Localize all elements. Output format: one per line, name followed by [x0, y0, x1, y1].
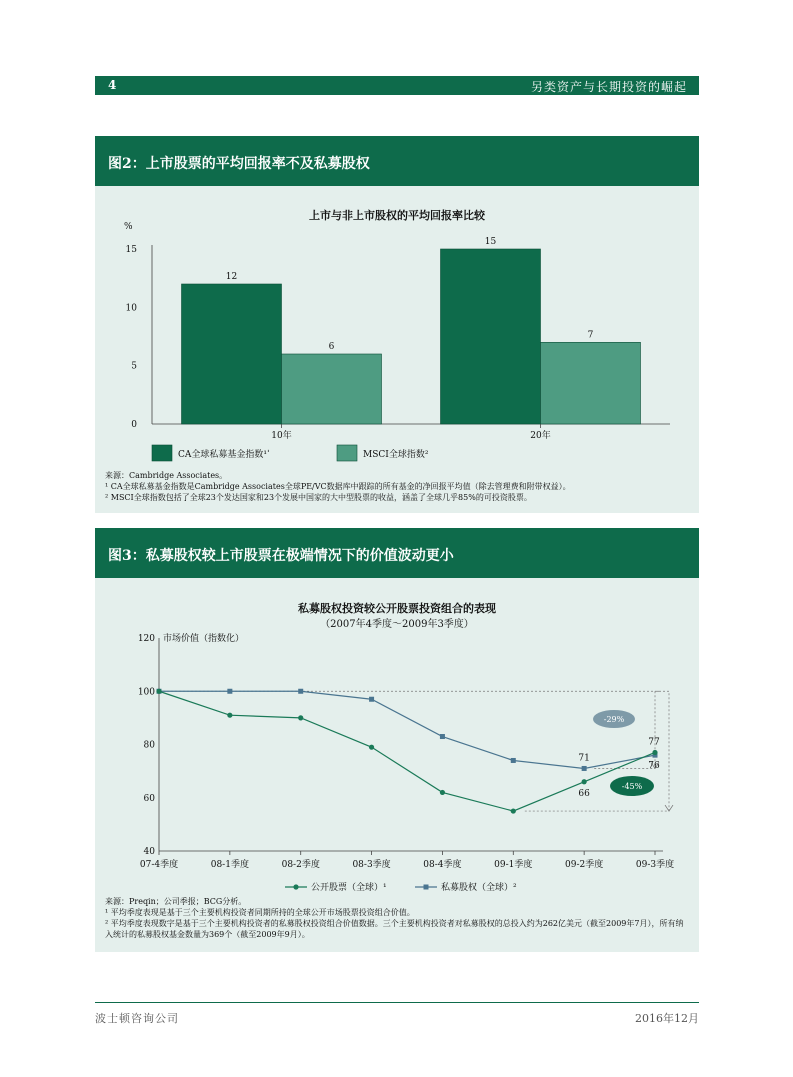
- series-point: [298, 689, 303, 694]
- bar-legend-label: CA全球私募基金指数¹ˈ: [178, 450, 270, 460]
- line-chart-subtitle: （2007年4季度～2009年3季度）: [320, 619, 474, 630]
- footer-divider: [95, 1002, 699, 1003]
- bar-y-axis-unit: %: [124, 222, 133, 232]
- bar-legend-label: MSCI全球指数²: [363, 450, 429, 460]
- point-label: 77: [648, 737, 660, 748]
- bar-chart: [95, 186, 699, 471]
- public-drawdown-guide: [159, 691, 669, 811]
- figure3-note: 来源：Preqin；公司季报；BCG分析。: [105, 897, 247, 906]
- figure2-note: ² MSCI全球指数包括了全球23个发达国家和23个发展中国家的大中型股票的收益，涵盖了全球几乎85%的可投资股票。: [105, 493, 532, 502]
- line-x-tick-label: 09-3季度: [635, 860, 675, 870]
- point-label: 71: [578, 753, 590, 764]
- line-x-tick-label: 08-4季度: [423, 860, 462, 870]
- line-x-tick-label: 08-3季度: [352, 860, 391, 870]
- series-point: [298, 715, 303, 720]
- figure2-heading: 图2：上市股票的平均回报率不及私募股权: [108, 156, 370, 172]
- line-y-tick-label: 60: [143, 793, 155, 804]
- figure2-notes: [105, 470, 690, 503]
- bar-legend-swatch: [337, 445, 357, 461]
- drawdown-badge-label: -29%: [603, 715, 625, 724]
- line-x-tick-label: 08-2季度: [281, 860, 320, 870]
- line-legend-marker: [424, 885, 429, 890]
- line-chart-title: 私募股权投资较公开股票投资组合的表现: [298, 602, 496, 615]
- running-header: [95, 76, 699, 95]
- line-y-tick-label: 120: [137, 634, 155, 644]
- bar-category-label: 10年: [271, 431, 292, 441]
- line-y-axis-label: 市场价值（指数化）: [163, 634, 245, 644]
- bar-data-label: 12: [225, 272, 238, 282]
- bar-y-tick-label: 15: [125, 245, 137, 255]
- bar-y-tick-label: 0: [131, 420, 137, 430]
- figure3-notes: [105, 896, 690, 940]
- series-point: [440, 734, 445, 739]
- running-title: 另类资产与长期投资的崛起: [530, 80, 687, 94]
- line-legend-label: 公开股票（全球）¹: [311, 883, 387, 893]
- figure3-heading-bar: [95, 528, 699, 578]
- figure3-note: ² 平均季度表现数字是基于三个主要机构投资者的私募股权投资组合价值数据。三个主要机构投资者对私募股权的总投入约为262亿美元（截至2009年7月），所有纳入统计的私募股权基金数量为369个（截至2009年9月）。: [105, 919, 684, 939]
- bar-y-tick-label: 10: [125, 303, 137, 314]
- series-point: [652, 750, 657, 755]
- series-point: [369, 697, 374, 702]
- point-label: 66: [578, 788, 590, 799]
- series-point: [582, 779, 587, 784]
- series-point: [511, 758, 516, 763]
- bar-chart-title: 上市与非上市股权的平均回报率比较: [309, 209, 485, 222]
- figure2-panel: [95, 186, 699, 513]
- bar-data-label: 7: [587, 330, 594, 341]
- footer-date: 2016年12月: [635, 1012, 699, 1025]
- line-y-tick-label: 100: [137, 687, 155, 698]
- line-x-tick-label: 07-4季度: [139, 860, 179, 870]
- figure3-note: ¹ 平均季度表现是基于三个主要机构投资者同期所持的全球公开市场股票投资组合价值。: [105, 908, 415, 917]
- series-point: [511, 808, 516, 813]
- bar: [182, 284, 282, 424]
- bar: [282, 354, 382, 424]
- bar-data-label: 15: [484, 237, 497, 247]
- series-point: [156, 689, 161, 694]
- bar-legend-swatch: [152, 445, 172, 461]
- bar-data-label: 6: [328, 342, 335, 352]
- line-y-tick-label: 80: [143, 740, 155, 751]
- drawdown-badge-label: -45%: [621, 782, 643, 791]
- line-x-tick-label: 09-1季度: [494, 860, 533, 870]
- page-number: 4: [108, 78, 117, 92]
- series-point: [440, 790, 445, 795]
- figure2-heading-bar: [95, 136, 699, 186]
- line-legend-marker: [293, 884, 298, 889]
- series-point: [369, 745, 374, 750]
- figure2-note: ¹ CA全球私募基金指数是Cambridge Associates全球PE/VC数据库中跟踪的所有基金的净回报平均值（除去管理费和附带权益）。: [105, 482, 571, 491]
- figure3-heading: 图3：私募股权较上市股票在极端情况下的价值波动更小: [108, 548, 454, 564]
- series-point: [227, 689, 232, 694]
- series-point: [227, 713, 232, 718]
- figure2-note: 来源：Cambridge Associates。: [105, 471, 228, 480]
- footer-company: 波士顿咨询公司: [95, 1012, 179, 1025]
- line-x-tick-label: 08-1季度: [210, 860, 249, 870]
- line-x-tick-label: 09-2季度: [565, 860, 604, 870]
- figure3-panel: [95, 578, 699, 952]
- line-legend-label: 私募股权（全球）²: [441, 883, 517, 893]
- bar-y-tick-label: 5: [131, 361, 137, 372]
- point-label: 76: [648, 761, 660, 772]
- line-chart: [95, 578, 699, 898]
- bar: [441, 249, 541, 424]
- bar: [541, 342, 641, 424]
- bar-category-label: 20年: [530, 431, 551, 441]
- line-y-tick-label: 40: [143, 847, 155, 857]
- series-point: [582, 766, 587, 771]
